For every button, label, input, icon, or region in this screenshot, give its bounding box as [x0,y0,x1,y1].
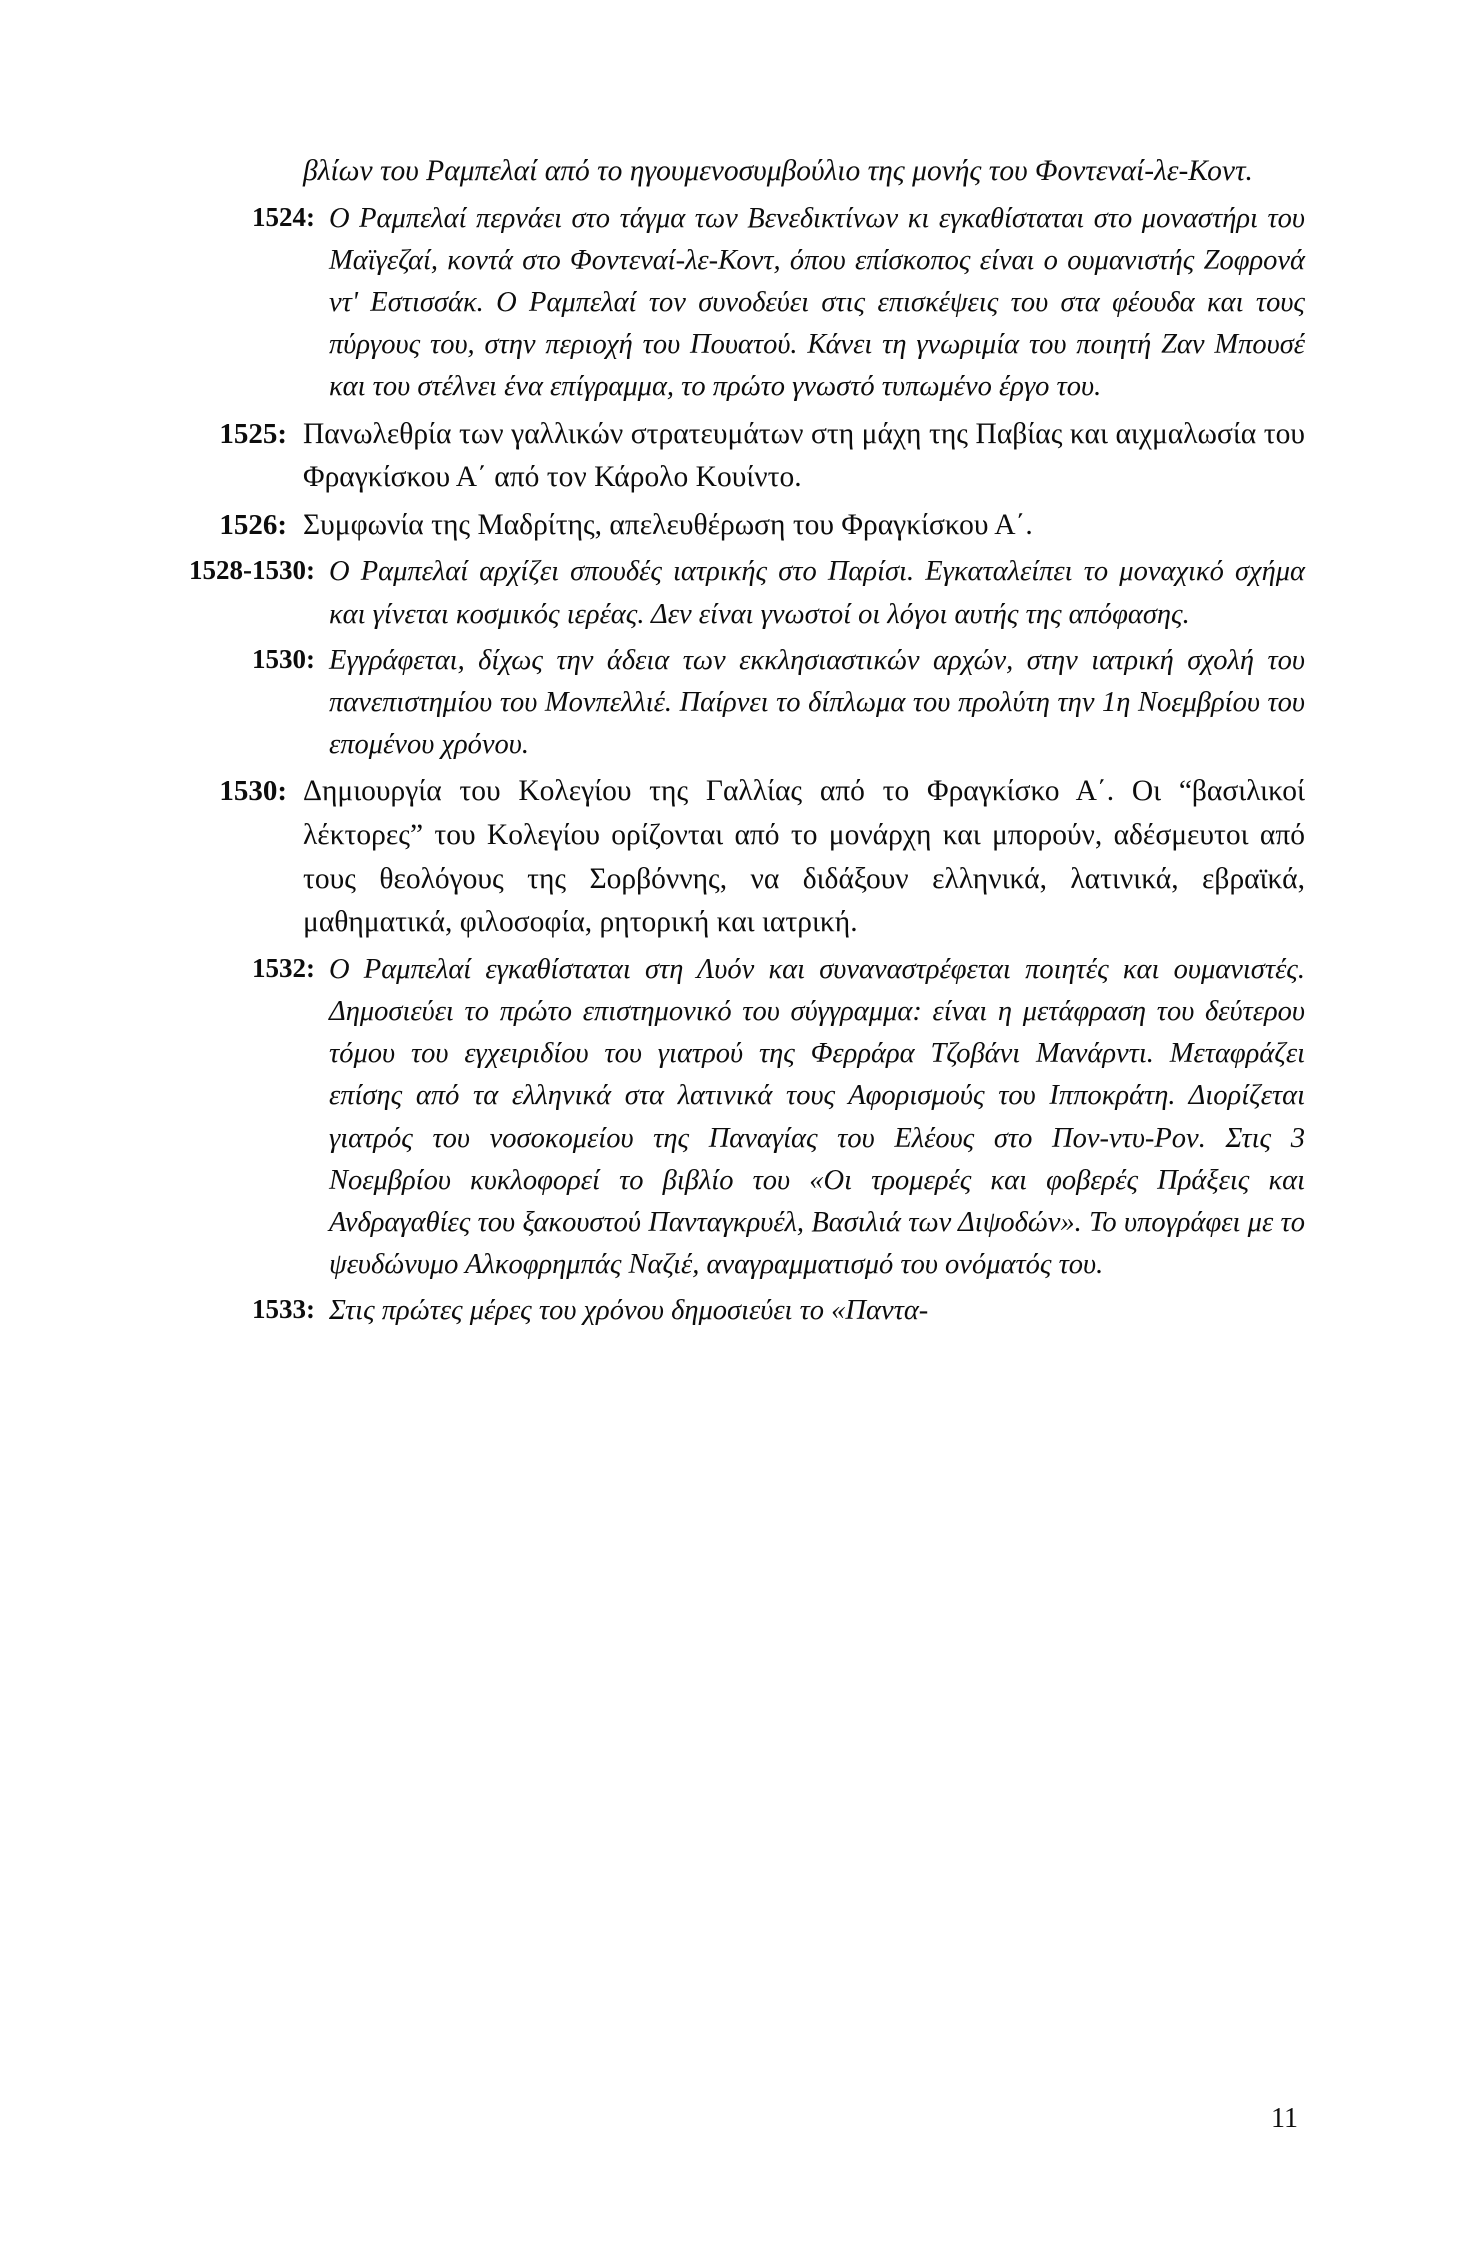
chronology-entry [175,640,1305,767]
entry-text: Συμφωνία της Μαδρίτης, απελευθέρωση του Φραγκίσκου Α΄. [303,508,1033,541]
entry-text: Εγγράφεται, δίχως την άδεια των εκκλησιαστικών αρχών, στην ιατρική σχολή του πανεπιστημίου του Μονπελλιέ. Παίρνει το δίπλωμα του προλύτη την 1η Νοεμβρίου του επομένου χρόνου. [329,644,1305,761]
chronology-entry [175,504,1305,548]
chronology-entry [175,770,1305,945]
entry-year: 1524: [252,201,315,232]
page-content [175,150,1305,1333]
chronology-entry [175,551,1305,635]
chronology-entry [175,413,1305,500]
page-number: 11 [1271,2103,1298,2134]
entry-text: Στις πρώτες μέρες του χρόνου δημοσιεύει το «Παντα- [329,1295,929,1327]
entry-text: Πανωλεθρία των γαλλικών στρατευμάτων στη μάχη της Παβίας και αιχμαλωσία του Φραγκίσκου Α΄ από τον Κάρολο Κουίντο. [303,417,1305,494]
entry-year: 1532: [252,952,315,983]
entry-year: 1525: [219,417,287,450]
chronology-entry [175,949,1305,1286]
entry-year: 1533: [252,1294,315,1325]
lead-paragraph: βλίων του Ραμπελαί από το ηγουμενοσυμβούλιο της μονής του Φοντεναί-λε-Κοντ. [303,155,1253,187]
entry-text: Δημιουργία του Κολεγίου της Γαλλίας από το Φραγκίσκο Α΄. Οι “βασιλικοί λέκτορες” του Κολεγίου ορίζονται από το μονάρχη και μπορούν, αδέσμευτοι από τους θεολόγους της Σορβόννης, να διδάξουν ελληνικά, λατινικά, εβραϊκά, μαθηματικά, φιλοσοφία, ρητορική και ιατρική. [303,775,1305,939]
chronology-entry [175,1290,1305,1332]
entry-year: 1530: [219,775,287,808]
entry-year: 1526: [219,508,287,541]
chronology-entry [175,198,1305,409]
entry-text: Ο Ραμπελαί περνάει στο τάγμα των Βενεδικτίνων κι εγκαθίσταται στο μοναστήρι του Μαϊγεζαί, κοντά στο Φοντεναί-λε-Κοντ, όπου επίσκοπος είναι ο ουμανιστής Ζοφρονά ντ' Εστισσάκ. Ο Ραμπελαί τον συνοδεύει στις επισκέψεις του στα φέουδα και τους πύργους του, στην περιοχή του Πουατού. Κάνει τη γνωριμία του ποιητή Ζαν Μπουσέ και του στέλνει ένα επίγραμμα, το πρώτο γνωστό τυπωμένο έργο του. [329,202,1305,403]
entry-text: Ο Ραμπελαί αρχίζει σπουδές ιατρικής στο Παρίσι. Εγκαταλείπει το μοναχικό σχήμα και γίνεται κοσμικός ιερέας. Δεν είναι γνωστοί οι λόγοι αυτής της απόφασης. [329,556,1305,630]
entry-text: Ο Ραμπελαί εγκαθίσταται στη Λυόν και συναναστρέφεται ποιητές και ουμανιστές. Δημοσιεύει το πρώτο επιστημονικό του σύγγραμμα: είναι η μετάφραση του δεύτερου τόμου του εγχειριδίου του γιατρού της Φερράρα Τζοβάνι Μανάρντι. Μεταφράζει επίσης από τα ελληνικά στα λατινικά τους Αφορισμούς του Ιπποκράτη. Διορίζεται γιατρός του νοσοκομείου της Παναγίας του Ελέους στο Πον-ντυ-Ρον. Στις 3 Νοεμβρίου κυκλοφορεί το βιβλίο του «Οι τρομερές και φοβερές Πράξεις και Ανδραγαθίες του ξακουστού Πανταγκρυέλ, Βασιλιά των Διψοδών». Το υπογράφει με το ψευδώνυμο Αλκοφρημπάς Ναζιέ, αναγραμματισμό του ονόματός του. [329,953,1305,1281]
entry-year: 1530: [252,643,315,674]
entry-year: 1528-1530: [189,555,315,586]
